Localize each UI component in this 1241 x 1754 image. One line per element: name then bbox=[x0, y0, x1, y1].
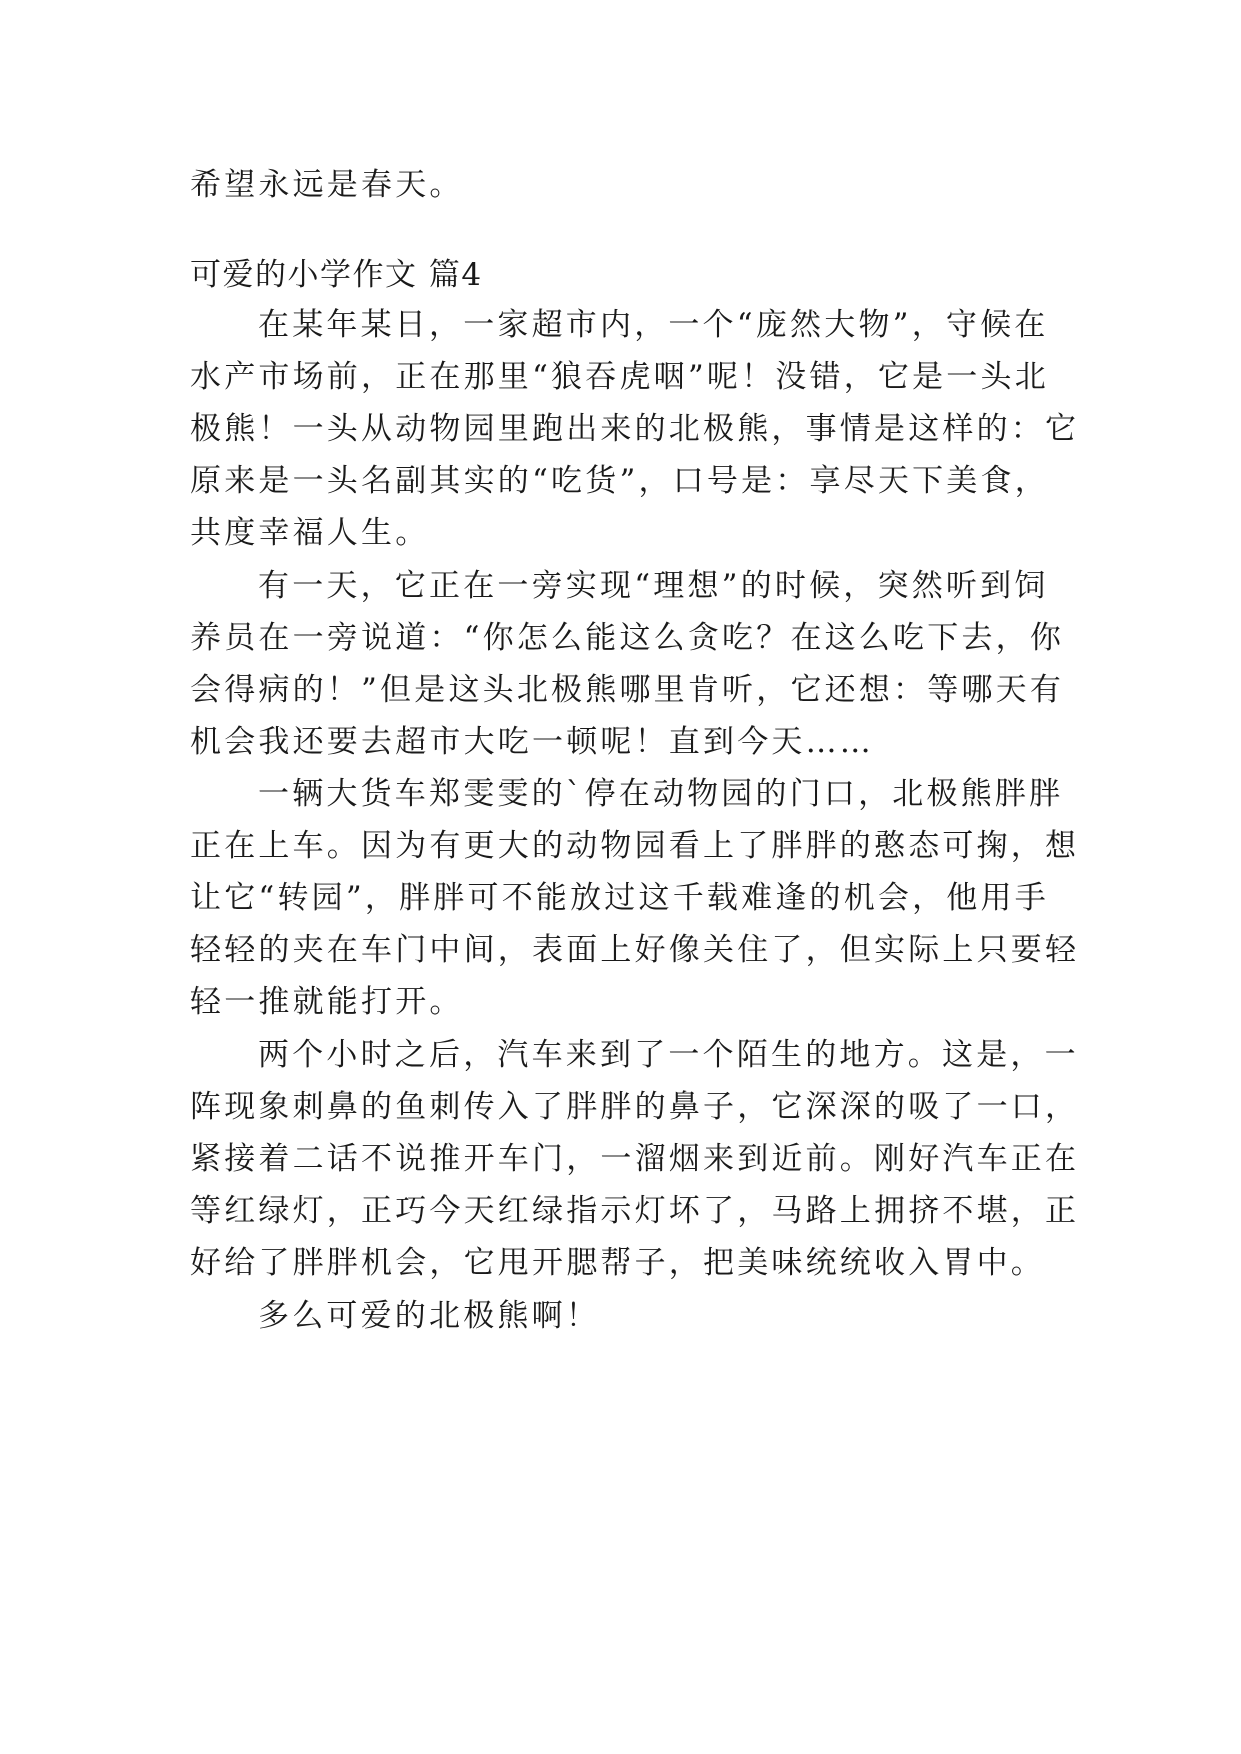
closing-line: 希望永远是春天。 bbox=[190, 167, 464, 203]
paragraph-1-line-5: 共度幸福人生。 bbox=[190, 515, 430, 551]
section-title: 可爱的小学作文 篇4 bbox=[190, 257, 483, 293]
paragraph-5-line-1: 多么可爱的北极熊啊！ bbox=[258, 1298, 600, 1334]
paragraph-3-line-3: 让它“转园”，胖胖可不能放过这千载难逢的机会，他用手 bbox=[190, 880, 1049, 916]
paragraph-2-line-1: 有一天，它正在一旁实现“理想”的时候，突然听到饲 bbox=[258, 568, 1049, 604]
paragraph-4-line-5: 好给了胖胖机会，它甩开腮帮子，把美味统统收入胃中。 bbox=[190, 1245, 1045, 1281]
paragraph-2-line-3: 会得病的！”但是这头北极熊哪里肯听，它还想：等哪天有 bbox=[190, 672, 1065, 708]
paragraph-1-line-4: 原来是一头名副其实的“吃货”，口号是：享尽天下美食， bbox=[190, 463, 1049, 499]
paragraph-2-line-4: 机会我还要去超市大吃一顿呢！直到今天…… bbox=[190, 724, 874, 760]
paragraph-3-line-1: 一辆大货车郑雯雯的`停在动物园的门口，北极熊胖胖 bbox=[258, 776, 1064, 812]
paragraph-1-line-1: 在某年某日，一家超市内，一个“庞然大物”，守候在 bbox=[258, 307, 1049, 343]
paragraph-4-line-1: 两个小时之后，汽车来到了一个陌生的地方。这是，一 bbox=[258, 1037, 1079, 1073]
paragraph-1-line-3: 极熊！一头从动物园里跑出来的北极熊，事情是这样的：它 bbox=[190, 411, 1080, 447]
paragraph-4-line-4: 等红绿灯，正巧今天红绿指示灯坏了，马路上拥挤不堪，正 bbox=[190, 1193, 1080, 1229]
paragraph-4-line-3: 紧接着二话不说推开车门，一溜烟来到近前。刚好汽车正在 bbox=[190, 1141, 1080, 1177]
paragraph-3-line-4: 轻轻的夹在车门中间，表面上好像关住了，但实际上只要轻 bbox=[190, 932, 1080, 968]
paragraph-4-line-2: 阵现象刺鼻的鱼刺传入了胖胖的鼻子，它深深的吸了一口， bbox=[190, 1089, 1080, 1125]
paragraph-2-line-2: 养员在一旁说道：“你怎么能这么贪吃？在这么吃下去，你 bbox=[190, 620, 1065, 656]
paragraph-3-line-5: 轻一推就能打开。 bbox=[190, 984, 464, 1020]
paragraph-1-line-2: 水产市场前，正在那里“狼吞虎咽”呢！没错，它是一头北 bbox=[190, 359, 1049, 395]
paragraph-3-line-2: 正在上车。因为有更大的动物园看上了胖胖的憨态可掬，想 bbox=[190, 828, 1080, 864]
